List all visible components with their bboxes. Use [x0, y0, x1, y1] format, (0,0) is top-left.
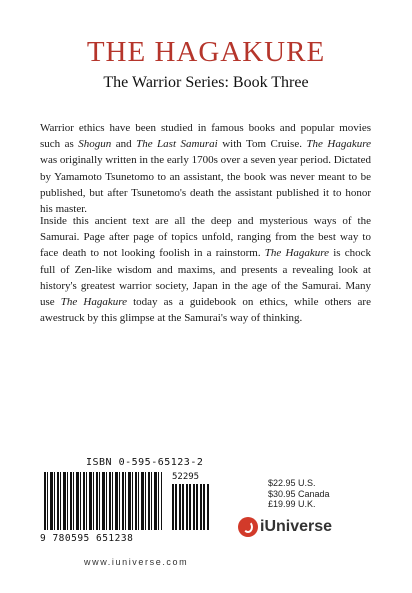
- text-run: Warrior ethics have been studied in famous books and popular movies such as: [40, 122, 371, 151]
- italic-title-run: The Hagakure: [60, 296, 127, 309]
- text-run: is chock full of Zen-like wisdom and maxims, and presents a revealing look at history's greatest warrior society, Japan in the age of the Samurai. Many use: [40, 247, 371, 309]
- price-uk: £19.99 U.K.: [268, 499, 316, 509]
- italic-title-run: The Hagakure: [264, 247, 330, 260]
- price-canada: $30.95 Canada: [268, 488, 330, 499]
- italic-title-run: Shogun: [78, 138, 112, 151]
- text-run: was originally written in the early 1700s over a seven year period. Dictated by Yamamoto Tsunetomo to an assistant, the book was never meant to be published, but after Tsunetomo's death the assistant published it to honor his master.: [40, 154, 371, 216]
- price-code: 52295: [172, 472, 200, 482]
- text-run: Inside this ancient text are all the deep and mysterious ways of the Samurai. Page after page of topics unfold, ranging from the best way to face death to not looking foolish in a rainstorm.: [40, 215, 371, 260]
- website-url: www.iuniverse.com: [84, 557, 189, 567]
- price-list: [268, 478, 330, 510]
- publisher-logo: [238, 515, 368, 539]
- blurb-paragraph-1: [40, 120, 371, 217]
- price-us: $22.95 U.S.: [268, 478, 316, 488]
- text-run: today as a guidebook on ethics, while others are awestruck by this glimpse at the Samurai's way of thinking.: [40, 296, 371, 325]
- publisher-name: iUniverse: [260, 518, 333, 535]
- italic-title-run: The Hagakure: [306, 138, 371, 151]
- book-subtitle: The Warrior Series: Book Three: [103, 74, 309, 91]
- iuniverse-logo-icon: [238, 517, 258, 537]
- isbn-label: ISBN 0-595-65123-2: [86, 457, 204, 468]
- price-barcode: [172, 484, 210, 530]
- italic-title-run: The Last Samurai: [136, 138, 218, 151]
- isbn-barcode: [44, 472, 162, 530]
- book-title: THE HAGAKURE: [86, 36, 326, 68]
- text-run: and: [111, 138, 137, 151]
- text-run: with Tom Cruise.: [217, 138, 307, 151]
- blurb-paragraph-2: [40, 213, 371, 326]
- ean-digits: 9 780595 651238: [40, 533, 134, 544]
